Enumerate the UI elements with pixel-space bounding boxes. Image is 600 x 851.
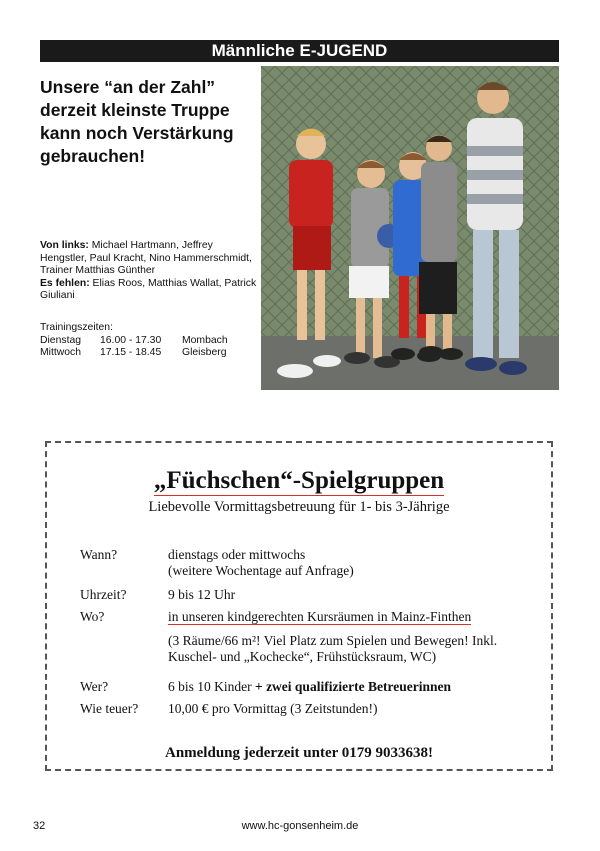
training-time: 17.15 - 18.45: [100, 347, 162, 358]
ad-row-line: (3 Räume/66 m²! Viel Platz zum Spielen und Bewegen! Inkl.: [168, 633, 498, 648]
ad-row-key: Wer?: [80, 679, 109, 694]
ad-row-line: dienstags oder mittwochs: [168, 547, 306, 562]
ad-title: [47, 467, 551, 495]
ad-row-line: in unseren kindgerechten Kursräumen in Mainz-Finthen: [168, 609, 472, 624]
ad-subtitle: Liebevolle Vormittagsbetreuung für 1- bis 3-Jährige: [148, 499, 450, 515]
training-place: Mombach: [182, 334, 228, 346]
website-url: www.hc-gonsenheim.de: [241, 820, 359, 832]
ad-row-value: 10,00 € pro Vormittag (3 Zeitstunden!): [168, 701, 378, 716]
training-row: [40, 347, 228, 360]
ad-title-text: „Füchschen“-Spielgruppen: [153, 467, 445, 494]
training-day: Mittwoch: [40, 347, 81, 358]
ad-row-line: Kuschel- und „Kochecke“, Frühstücksraum, WC): [168, 649, 437, 664]
training-heading: Trainingszeiten:: [40, 322, 113, 333]
photo-caption: [40, 240, 262, 303]
training-time: 16.00 - 17.30: [100, 334, 162, 346]
team-photo: [261, 66, 559, 390]
playgroup-ad: [45, 441, 553, 771]
headline-line: gebrauchen!: [40, 146, 146, 166]
ad-registration: Anmeldung jederzeit unter 0179 9033638!: [164, 745, 434, 761]
ad-row-emphasis: + zwei qualifizierte Betreuerinnen: [255, 679, 452, 694]
section-header: [40, 40, 559, 62]
caption-missing-label: Es fehlen:: [40, 277, 90, 289]
intro-headline: [40, 76, 265, 168]
ad-row-key: Uhrzeit?: [80, 587, 127, 602]
training-place: Gleisberg: [182, 347, 227, 358]
ad-row-value: 9 bis 12 Uhr: [168, 587, 236, 602]
training-row: [40, 335, 228, 348]
ad-row-value: [168, 547, 558, 579]
ad-row-value: [168, 633, 558, 665]
ad-row-key: Wo?: [80, 609, 105, 624]
ad-row-value: [168, 609, 558, 625]
ad-row-value: [168, 679, 558, 695]
ad-row-key: Wann?: [80, 547, 118, 562]
caption-from-left-text: Michael Hartmann, Jeffrey Hengstler, Paul Kracht, Nino Hammerschmidt, Trainer Matthias Günther: [40, 240, 252, 276]
ad-row-line: (weitere Wochentage auf Anfrage): [168, 563, 354, 578]
caption-missing-text: Elias Roos, Matthias Wallat, Patrick Giuliani: [40, 277, 257, 301]
training-times: [40, 322, 262, 360]
training-table: [40, 335, 228, 360]
training-day: Dienstag: [40, 334, 82, 346]
ad-row-key: Wie teuer?: [80, 701, 139, 716]
team-photo-illustration: [261, 66, 559, 390]
headline-line: Unsere “an der Zahl”: [40, 77, 216, 97]
section-title: Männliche E-JUGEND: [211, 41, 388, 60]
headline-line: derzeit kleinste Truppe: [40, 100, 230, 120]
ad-row-text: 6 bis 10 Kinder: [168, 679, 255, 694]
headline-line: kann noch Verstärkung: [40, 123, 234, 143]
page-number: 32: [33, 820, 46, 832]
caption-from-left-label: Von links:: [40, 240, 89, 251]
